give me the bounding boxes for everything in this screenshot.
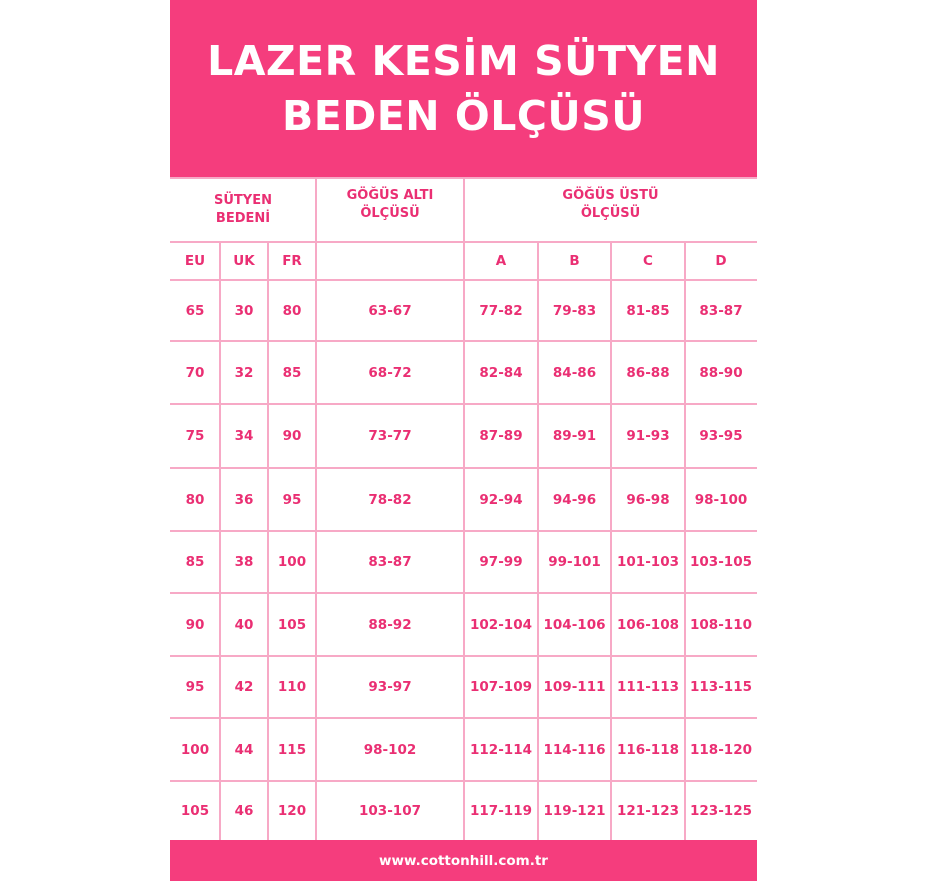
table-cell-underbust: 83-87: [368, 554, 412, 570]
table-cell-uk: 34: [234, 428, 254, 444]
column-header-fr: FR: [282, 253, 302, 269]
page-title-line-1: LAZER KESİM SÜTYEN: [207, 36, 720, 85]
column-header-uk: UK: [233, 253, 255, 269]
underbust-header: [316, 177, 464, 232]
table-cell-eu: 95: [185, 679, 205, 695]
table-cell-cup-a: 77-82: [479, 302, 523, 319]
table-cell-underbust: 78-82: [368, 491, 412, 508]
table-cell-cup-a: 82-84: [479, 364, 523, 381]
table-cell-eu: 90: [185, 616, 205, 633]
footer-banner: [170, 840, 757, 881]
table-cell-cup-b: 84-86: [552, 364, 597, 381]
website-link[interactable]: www.cottonhill.com.tr: [379, 852, 548, 869]
table-cell-fr: 85: [282, 364, 302, 381]
table-cell-cup-d: 93-95: [699, 428, 743, 444]
table-cell-fr: 105: [277, 616, 307, 633]
table-cell-uk: 40: [234, 616, 254, 633]
table-cell-cup-a: 92-94: [479, 491, 523, 508]
page-title-line-2: BEDEN ÖLÇÜSÜ: [281, 91, 646, 140]
column-header-cup-c: C: [643, 253, 653, 269]
table-cell-cup-a: 107-109: [470, 679, 532, 695]
table-cell-uk: 46: [234, 802, 254, 819]
underbust-header-line: ÖLÇÜSÜ: [360, 205, 420, 221]
table-cell-cup-c: 116-118: [617, 741, 679, 758]
table-cell-cup-d: 118-120: [690, 741, 752, 758]
table-cell-cup-d: 88-90: [699, 364, 743, 381]
table-cell-fr: 120: [277, 802, 307, 819]
table-cell-eu: 65: [185, 302, 205, 319]
column-header-cup-b: B: [569, 253, 580, 269]
table-cell-underbust: 68-72: [368, 364, 412, 381]
table-cell-uk: 30: [234, 302, 254, 319]
table-cell-underbust: 63-67: [368, 302, 412, 319]
title-banner: [170, 0, 757, 177]
table-cell-cup-c: 86-88: [626, 364, 670, 381]
table-cell-cup-b: 114-116: [543, 741, 606, 758]
table-cell-uk: 38: [234, 554, 254, 570]
table-cell-cup-b: 94-96: [552, 491, 597, 508]
table-cell-cup-d: 113-115: [690, 679, 752, 695]
table-cell-cup-d: 98-100: [694, 491, 748, 508]
table-cell-underbust: 93-97: [368, 679, 412, 695]
table-cell-fr: 90: [282, 428, 302, 444]
table-cell-cup-a: 97-99: [479, 554, 523, 570]
table-cell-underbust: 88-92: [368, 616, 412, 633]
table-cell-uk: 36: [234, 491, 254, 508]
table-cell-cup-a: 112-114: [470, 741, 532, 758]
overbust-header-line: ÖLÇÜSÜ: [580, 205, 641, 221]
table-cell-fr: 80: [282, 302, 302, 319]
table-cell-cup-b: 104-106: [543, 616, 606, 633]
table-cell-fr: 110: [277, 679, 307, 695]
size-chart-card: [170, 0, 757, 881]
table-cell-cup-d: 103-105: [690, 554, 752, 570]
underbust-header-line: GÖĞÜS ALTI: [346, 187, 434, 203]
table-cell-eu: 85: [185, 554, 205, 570]
column-header-cup-a: A: [495, 253, 507, 269]
bra-size-header-line: SÜTYEN: [214, 192, 272, 208]
table-cell-uk: 42: [234, 679, 254, 695]
table-cell-uk: 44: [234, 741, 254, 758]
table-cell-cup-c: 111-113: [617, 679, 679, 695]
table-cell-fr: 115: [277, 741, 307, 758]
bra-size-header: [170, 177, 316, 242]
table-cell-uk: 32: [234, 364, 254, 381]
table-cell-cup-d: 123-125: [690, 802, 752, 819]
table-cell-cup-d: 83-87: [699, 302, 743, 319]
table-cell-cup-d: 108-110: [690, 616, 752, 633]
table-cell-underbust: 73-77: [368, 428, 412, 444]
table-cell-eu: 100: [180, 741, 210, 758]
overbust-header: [464, 177, 757, 232]
table-cell-cup-c: 96-98: [626, 491, 670, 508]
table-cell-underbust: 98-102: [363, 741, 417, 758]
table-cell-cup-a: 102-104: [470, 616, 532, 633]
table-cell-cup-b: 79-83: [552, 302, 597, 319]
table-cell-eu: 105: [180, 802, 210, 819]
table-cell-cup-b: 89-91: [552, 428, 597, 444]
column-header-underbust: [316, 242, 464, 280]
table-cell-cup-c: 81-85: [626, 302, 670, 319]
bra-size-header-line: BEDENİ: [215, 210, 271, 226]
table-cell-cup-c: 106-108: [617, 616, 679, 633]
table-cell-eu: 75: [185, 428, 205, 444]
table-cell-fr: 100: [277, 554, 307, 570]
table-cell-cup-c: 121-123: [617, 802, 679, 819]
table-cell-cup-a: 87-89: [479, 428, 523, 444]
table-cell-fr: 95: [282, 491, 302, 508]
table-cell-cup-a: 117-119: [470, 802, 532, 819]
table-cell-cup-c: 91-93: [626, 428, 670, 444]
overbust-header-line: GÖĞÜS ÜSTÜ: [562, 187, 659, 203]
table-cell-eu: 80: [185, 491, 205, 508]
table-cell-eu: 70: [185, 364, 205, 381]
column-header-cup-d: D: [715, 253, 727, 269]
column-header-eu: EU: [184, 253, 206, 269]
table-cell-cup-b: 109-111: [543, 679, 606, 695]
table-cell-cup-b: 99-101: [548, 554, 601, 570]
table-cell-cup-b: 119-121: [543, 802, 606, 819]
table-cell-cup-c: 101-103: [617, 554, 679, 570]
table-cell-underbust: 103-107: [359, 802, 421, 819]
